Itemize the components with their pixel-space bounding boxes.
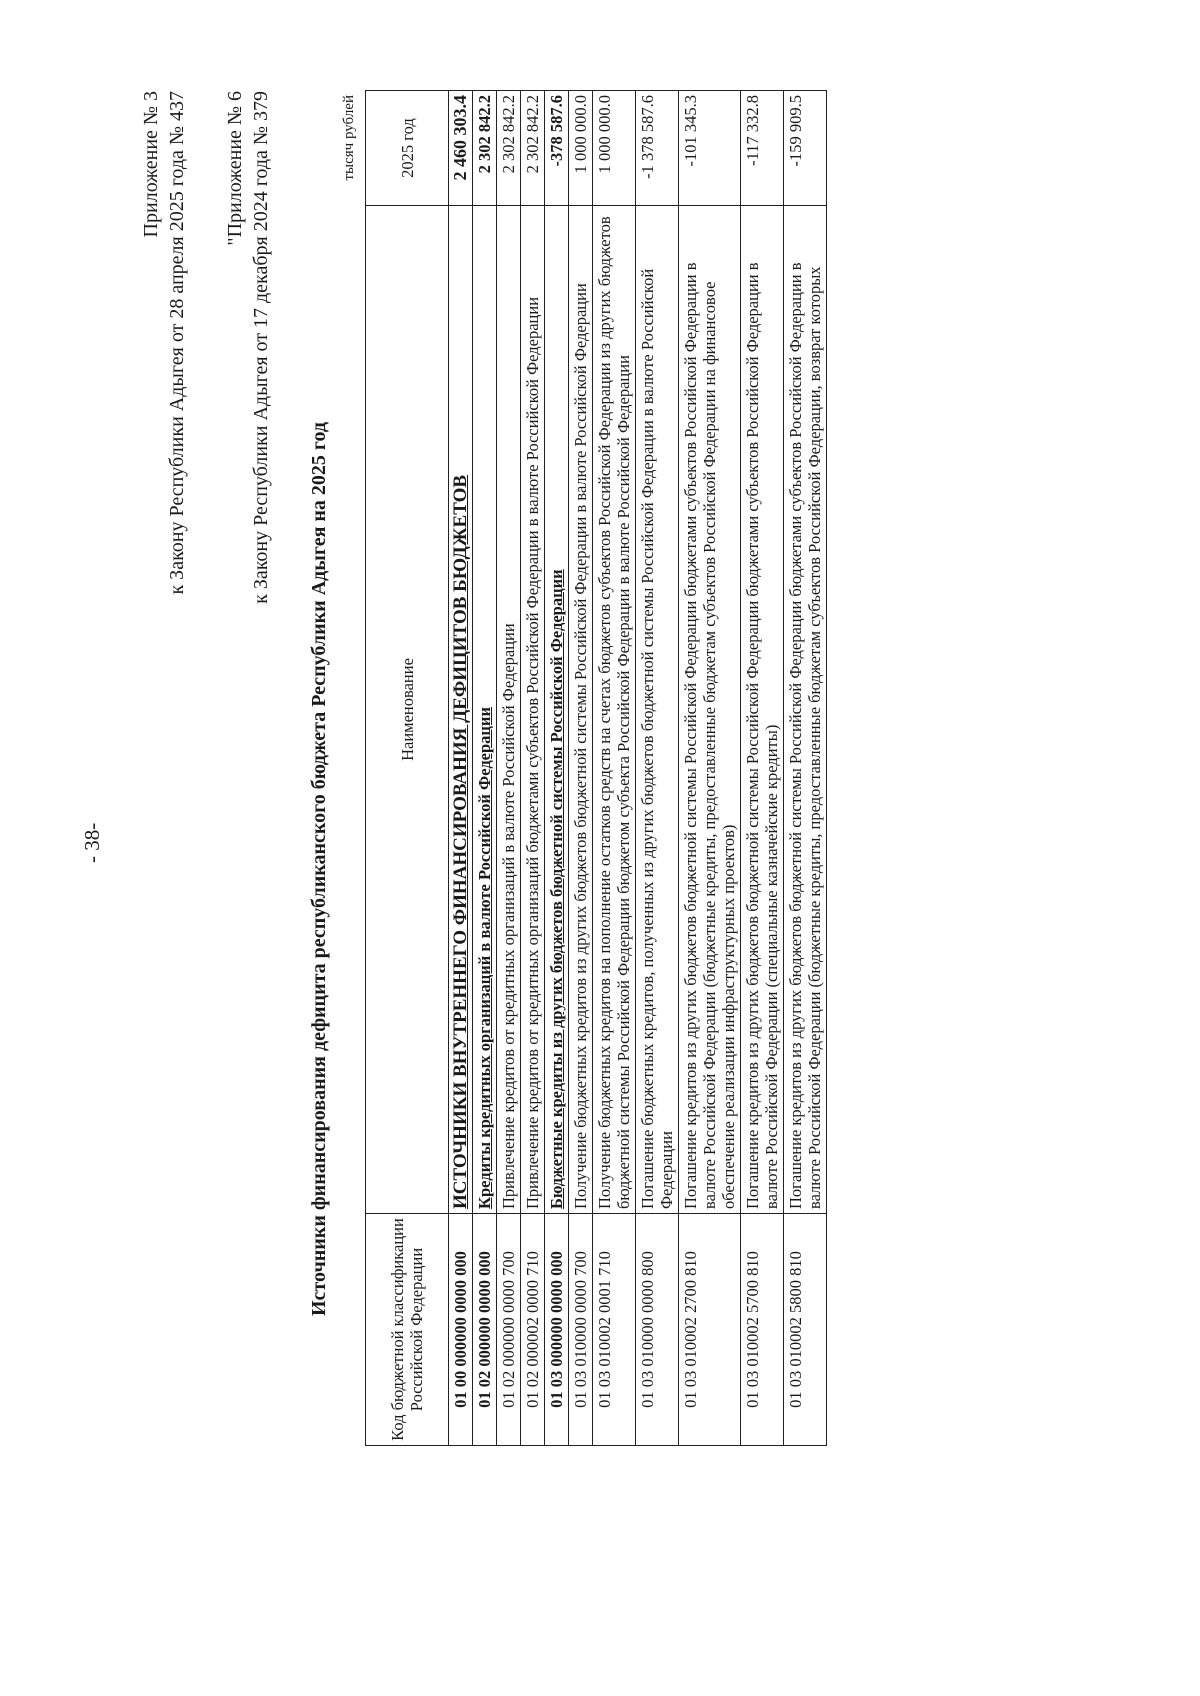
header-year: 2025 год [366,91,449,206]
table-row [521,91,545,1446]
row-name: Погашение кредитов из других бюджетов бюджетной системы Российской Федерации бюджетами субъектов Российской Федерации в валюте Российской Федерации (специальные казначейские кредиты) [741,206,784,1214]
row-code: 01 03 010000 0000 800 [636,1214,679,1446]
row-name: Кредиты кредитных организаций в валюте Российской Федерации [473,206,497,1214]
row-name: Погашение бюджетных кредитов, полученных из других бюджетов бюджетной системы Российской Федерации в валюте Российской Федерации [636,206,679,1214]
financing-sources-table [365,90,827,1446]
row-value: -1 378 587.6 [636,91,679,206]
row-code: 01 03 010000 0000 700 [569,1214,593,1446]
row-value: -378 587.6 [545,91,569,206]
table-row [741,91,784,1446]
header-code: Код бюджетной классификации Российской Федерации [366,1214,449,1446]
table-row [473,91,497,1446]
row-code: 01 02 000000 0000 700 [497,1214,521,1446]
row-name: Получение бюджетных кредитов из других бюджетов бюджетной системы Российской Федерации в валюте Российской Федерации [569,206,593,1214]
appendix-current-law: к Закону Республики Адыгея от 28 апреля 2025 года № 437 [166,91,188,595]
row-value: -101 345.3 [679,91,741,206]
table-row [679,91,741,1446]
row-code: 01 00 000000 0000 000 [449,1214,473,1446]
table-header-row [366,91,449,1446]
table-row [593,91,636,1446]
row-value: 2 302 842.2 [473,91,497,206]
appendix-original-law: к Закону Республики Адыгея от 17 декабря 2024 года № 379 [250,91,272,604]
row-name: Получение бюджетных кредитов на пополнение остатков средств на счетах бюджетов субъектов Российской Федерации из других бюджетов бюджетной системы Российской Федерации бюджетом субъекта Российской Федерации в валюте Российской Федерации [593,206,636,1214]
appendix-original-number: "Приложение № 6 [224,91,246,246]
row-value: -117 332.8 [741,91,784,206]
table-row [569,91,593,1446]
row-name: Привлечение кредитов от кредитных организаций бюджетами субъектов Российской Федерации в валюте Российской Федерации [521,206,545,1214]
row-name: ИСТОЧНИКИ ВНУТРЕННЕГО ФИНАНСИРОВАНИЯ ДЕФИЦИТОВ БЮДЖЕТОВ [449,206,473,1214]
table-row [784,91,827,1446]
row-code: 01 02 000000 0000 000 [473,1214,497,1446]
row-name: Погашение кредитов из других бюджетов бюджетной системы Российской Федерации бюджетами субъектов Российской Федерации в валюте Российской Федерации (бюджетные кредиты, предоставленные бюджетам субъектов Российской Федерации на финансовое обеспечение реализации инфраструктурных проектов) [679,206,741,1214]
row-name: Бюджетные кредиты из других бюджетов бюджетной системы Российской Федерации [545,206,569,1214]
row-code: 01 03 000000 0000 000 [545,1214,569,1446]
table-row [497,91,521,1446]
document-title: Источники финансирования дефицита республиканского бюджета Республики Адыгея на 2025 год [308,421,330,1316]
row-value: 1 000 000.0 [569,91,593,206]
row-value: 2 460 303.4 [449,91,473,206]
row-value: -159 909.5 [784,91,827,206]
row-name: Привлечение кредитов от кредитных организаций в валюте Российской Федерации [497,206,521,1214]
row-code: 01 02 000002 0000 710 [521,1214,545,1446]
units-label: тысяч рублей [341,95,357,181]
row-code: 01 03 010002 0001 710 [593,1214,636,1446]
row-code: 01 03 010002 2700 810 [679,1214,741,1446]
table-row [545,91,569,1446]
table-row [636,91,679,1446]
appendix-original [222,91,274,604]
row-code: 01 03 010002 5700 810 [741,1214,784,1446]
row-code: 01 03 010002 5800 810 [784,1214,827,1446]
appendix-current-number: Приложение № 3 [140,91,162,238]
row-value: 2 302 842.2 [521,91,545,206]
appendix-current [138,91,190,595]
page-number: - 38- [80,822,104,863]
table-row [449,91,473,1446]
row-value: 1 000 000.0 [593,91,636,206]
header-name: Наименование [366,206,449,1214]
row-value: 2 302 842.2 [497,91,521,206]
row-name: Погашение кредитов из других бюджетов бюджетной системы Российской Федерации бюджетами субъектов Российской Федерации в валюте Российской Федерации (бюджетные кредиты, предоставленные бюджетам субъектов Российской Федерации, возврат которых [784,206,827,1214]
